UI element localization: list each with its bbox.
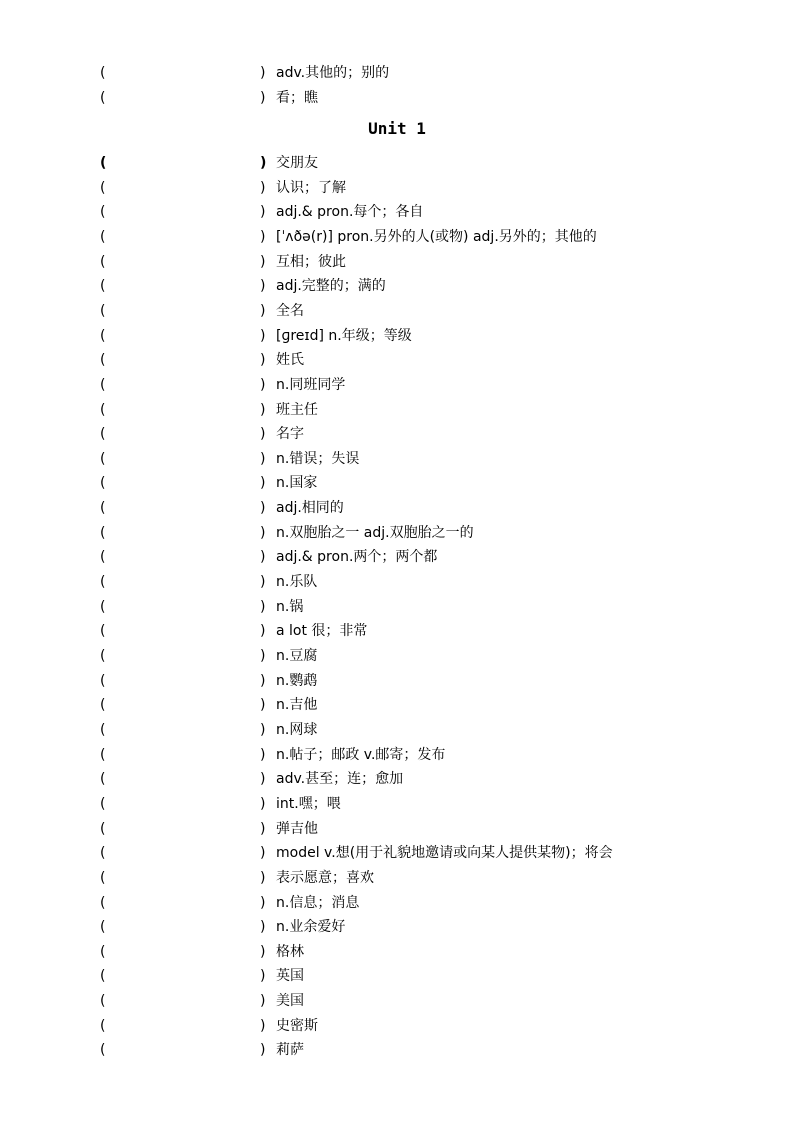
vocab-row: [100, 176, 720, 200]
vocab-row: [100, 891, 720, 915]
vocab-definition: 表示愿意；喜欢: [276, 869, 374, 886]
vocab-definition: n.业余爱好: [276, 919, 346, 936]
open-paren: (: [100, 401, 106, 418]
open-paren: (: [100, 869, 106, 886]
vocab-row: [100, 964, 720, 988]
close-paren: ): [260, 278, 266, 295]
vocab-row: [100, 471, 720, 495]
open-paren: (: [100, 500, 106, 517]
open-paren: (: [100, 426, 106, 443]
open-paren: (: [100, 65, 106, 81]
vocab-row: [100, 693, 720, 717]
close-paren: ): [260, 228, 266, 245]
vocab-definition: 认识；了解: [276, 179, 346, 196]
unit-title: Unit 1: [368, 119, 426, 138]
vocab-definition: 班主任: [276, 401, 318, 418]
vocab-definition: 交朋友: [276, 155, 318, 171]
vocab-row: [100, 521, 720, 545]
vocab-row: [100, 1014, 720, 1038]
open-paren: (: [100, 820, 106, 837]
close-paren: ): [260, 450, 266, 467]
vocab-definition: 全名: [276, 302, 304, 319]
vocab-definition: adj.相同的: [276, 500, 344, 517]
vocab-definition: n.网球: [276, 721, 318, 738]
close-paren: ): [260, 648, 266, 664]
vocab-definition: adj.& pron.两个；两个都: [276, 549, 438, 566]
close-paren: ): [260, 524, 266, 541]
vocab-row: [100, 225, 720, 249]
open-paren: (: [100, 155, 107, 171]
close-paren: ): [260, 771, 266, 788]
vocab-row: [100, 545, 720, 569]
open-paren: (: [100, 475, 106, 492]
open-paren: (: [100, 943, 106, 960]
open-paren: (: [100, 697, 106, 714]
open-paren: (: [100, 549, 106, 566]
vocab-row: [100, 324, 720, 348]
close-paren: ): [260, 155, 267, 171]
close-paren: ): [260, 574, 266, 590]
vocab-definition: n.乐队: [276, 574, 318, 590]
vocab-row: [100, 496, 720, 520]
vocab-row: [100, 274, 720, 298]
vocab-row: [100, 792, 720, 816]
open-paren: (: [100, 228, 106, 245]
close-paren: ): [260, 993, 266, 1010]
open-paren: (: [100, 1017, 106, 1034]
close-paren: ): [260, 253, 266, 270]
close-paren: ): [260, 919, 266, 936]
close-paren: ): [260, 869, 266, 886]
close-paren: ): [260, 352, 266, 369]
close-paren: ): [260, 795, 266, 812]
close-paren: ): [260, 845, 266, 862]
open-paren: (: [100, 894, 106, 911]
open-paren: (: [100, 376, 106, 393]
close-paren: ): [260, 894, 266, 911]
vocab-definition: 姓氏: [276, 352, 304, 369]
vocab-definition: 弹吉他: [276, 820, 318, 837]
open-paren: (: [100, 672, 106, 689]
vocab-definition: 名字: [276, 426, 304, 443]
vocab-definition: 格林: [276, 943, 304, 960]
open-paren: (: [100, 598, 106, 615]
close-paren: ): [260, 475, 266, 492]
open-paren: (: [100, 90, 106, 106]
close-paren: ): [260, 697, 266, 714]
close-paren: ): [260, 672, 266, 689]
close-paren: ): [260, 327, 266, 344]
vocab-row: [100, 422, 720, 446]
open-paren: (: [100, 795, 106, 812]
vocab-definition: 莉萨: [276, 1042, 304, 1059]
close-paren: ): [260, 1042, 266, 1059]
close-paren: ): [260, 721, 266, 738]
vocab-row: [100, 989, 720, 1013]
vocab-row: [100, 619, 720, 643]
open-paren: (: [100, 1042, 106, 1059]
vocab-definition: n.错误；失误: [276, 450, 360, 467]
open-paren: (: [100, 993, 106, 1010]
vocab-definition: 英国: [276, 968, 304, 985]
open-paren: (: [100, 648, 106, 664]
close-paren: ): [260, 65, 266, 81]
vocab-row: [100, 570, 720, 594]
open-paren: (: [100, 352, 106, 369]
open-paren: (: [100, 771, 106, 788]
close-paren: ): [260, 426, 266, 443]
vocab-definition: model v.想(用于礼貌地邀请或向某人提供某物)；将会: [276, 845, 613, 862]
close-paren: ): [260, 500, 266, 517]
vocab-definition: [ˈʌðə(r)] pron.另外的人(或物) adj.另外的；其他的: [276, 228, 597, 245]
vocab-definition: adv.其他的；别的: [276, 65, 390, 81]
vocab-row: [100, 200, 720, 224]
vocab-definition: n.鹦鹉: [276, 672, 318, 689]
open-paren: (: [100, 746, 106, 763]
open-paren: (: [100, 574, 106, 590]
close-paren: ): [260, 820, 266, 837]
vocab-definition: n.同班同学: [276, 376, 346, 393]
open-paren: (: [100, 845, 106, 862]
vocab-definition: adv.甚至；连；愈加: [276, 771, 404, 788]
vocab-row: [100, 348, 720, 372]
close-paren: ): [260, 623, 266, 640]
open-paren: (: [100, 623, 106, 640]
open-paren: (: [100, 327, 106, 344]
open-paren: (: [100, 302, 106, 319]
vocab-row: [100, 373, 720, 397]
vocab-definition: adj.完整的；满的: [276, 278, 386, 295]
open-paren: (: [100, 253, 106, 270]
vocab-definition: n.锅: [276, 598, 304, 615]
vocab-definition: n.信息；消息: [276, 894, 360, 911]
vocab-definition: a lot 很；非常: [276, 623, 368, 640]
vocab-row: [100, 398, 720, 422]
close-paren: ): [260, 179, 266, 196]
vocab-definition: 看；瞧: [276, 90, 318, 106]
close-paren: ): [260, 943, 266, 960]
open-paren: (: [100, 524, 106, 541]
close-paren: ): [260, 302, 266, 319]
vocab-definition: 史密斯: [276, 1017, 318, 1034]
vocab-definition: n.吉他: [276, 697, 318, 714]
open-paren: (: [100, 450, 106, 467]
vocab-definition: adj.& pron.每个；各自: [276, 204, 424, 221]
vocab-definition: 互相；彼此: [276, 253, 346, 270]
close-paren: ): [260, 90, 266, 106]
vocab-row: [100, 151, 720, 175]
vocab-definition: n.国家: [276, 475, 318, 492]
vocab-definition: 美国: [276, 993, 304, 1010]
close-paren: ): [260, 376, 266, 393]
vocab-row: [100, 767, 720, 791]
vocab-row: [100, 866, 720, 890]
open-paren: (: [100, 919, 106, 936]
vocab-definition: [ɡreɪd] n.年级；等级: [276, 327, 412, 344]
vocab-row: [100, 447, 720, 471]
close-paren: ): [260, 746, 266, 763]
close-paren: ): [260, 968, 266, 985]
open-paren: (: [100, 204, 106, 221]
vocab-definition: n.帖子；邮政 v.邮寄；发布: [276, 746, 446, 763]
vocab-row: [100, 841, 720, 865]
vocab-row: [100, 743, 720, 767]
close-paren: ): [260, 549, 266, 566]
vocab-row: [100, 86, 720, 110]
open-paren: (: [100, 968, 106, 985]
vocab-row: [100, 669, 720, 693]
close-paren: ): [260, 401, 266, 418]
vocab-row: [100, 61, 720, 85]
vocab-row: [100, 595, 720, 619]
close-paren: ): [260, 204, 266, 221]
open-paren: (: [100, 721, 106, 738]
vocab-row: [100, 644, 720, 668]
open-paren: (: [100, 179, 106, 196]
vocab-definition: n.双胞胎之一 adj.双胞胎之一的: [276, 524, 474, 541]
vocab-row: [100, 250, 720, 274]
vocab-row: [100, 1038, 720, 1062]
vocab-row: [100, 915, 720, 939]
vocab-row: [100, 817, 720, 841]
vocab-definition: int.嘿；喂: [276, 795, 341, 812]
close-paren: ): [260, 598, 266, 615]
vocab-row: [100, 718, 720, 742]
close-paren: ): [260, 1017, 266, 1034]
vocab-definition: n.豆腐: [276, 648, 318, 664]
vocab-row: [100, 299, 720, 323]
open-paren: (: [100, 278, 106, 295]
vocab-row: [100, 940, 720, 964]
